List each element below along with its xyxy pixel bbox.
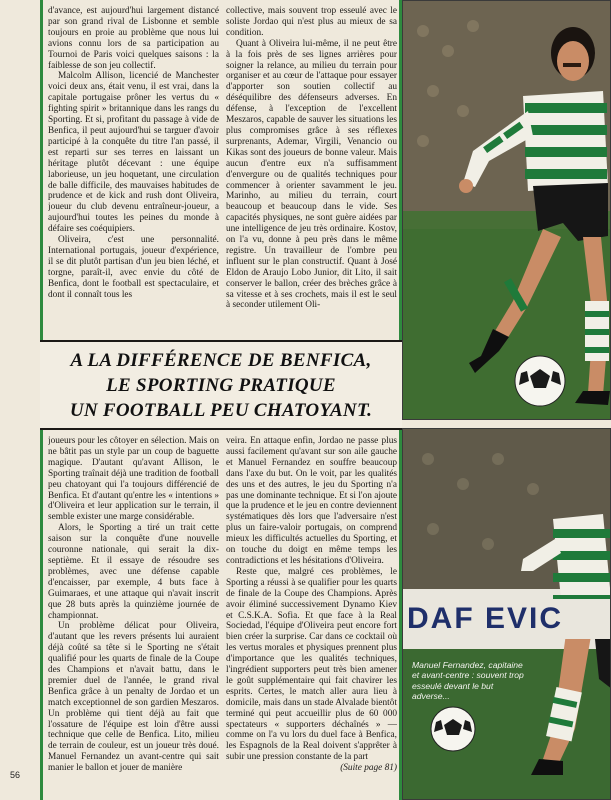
photo-player-kicking bbox=[402, 0, 611, 420]
paragraph: Un problème délicat pour Oliveira, d'autant que les revers présents lui auraient déjà coûté sa tête si le Sporting ne s'était qualifié pour les quarts de finale de la Coupe des Champions et n'avait battu, dans le premier duel de l'année, le grand rival Benfica grâce à un penalty de Jordao et un match exceptionnel de son gardien Meszaros. Un problème qui tient déjà au fait que l'ossature de l'équipe est loin d'être aussi technique que celle de Benfica. Lito, milieu de terrain de couleur, est un joueur très doué. Manuel Fernandez un avant-centre qui sait manier le ballon et jouer de manière bbox=[48, 621, 219, 774]
paragraph: Oliveira, c'est une personnalité. International portugais, joueur d'expérience, il se dit plutôt partisan d'un jeu bien léché, et torgne, paraît-il, avec envie du côté de Benfica, dont le football est spectaculaire, et dont il connaît tous les bbox=[48, 235, 219, 300]
paragraph: joueurs pour les côtoyer en sélection. Mais on ne bâtit pas un style par un coup de baguette magique. D'autant qu'avant Allison, le Sporting traînait déjà une tradition de football peu chatoyant qui l'a toujours différencié de Benfica. Et d'autant qu'entre les « intentions » d'Oliveira et leur application sur le terrain, il semble exister une marge considérable. bbox=[48, 436, 219, 523]
paragraph: Malcolm Allison, licencié de Manchester voici deux ans, était venu, il est vrai, dans la capitale portugaise prôner les vertus du « fighting spirit » britannique dans les rangs du Sporting. Et si, profitant du passage à vide de Benfica, il peut aujourd'hui se targuer d'avoir participé à la conquête du titre l'an passé, il est reparti sur ses terres en laissant un héritage plutôt décevant : une équipe laborieuse, un jeu hoquetant, une circulation de balle difficile, des mauvaises habitudes de prudence et de kick and rush dont Oliveira, joueur du club devenu entraîneur-joueur, a aujourd'hui toutes les peines du monde à défaire ses coéquipiers. bbox=[48, 71, 219, 235]
player-kicking-illustration bbox=[403, 1, 611, 420]
headline-banner bbox=[40, 340, 402, 430]
paragraph: Alors, le Sporting a tiré un trait cette saison sur la conquête d'une nouvelle couronne nationale, qui serait la dix-septième. Et il essaye de résoudre ses problèmes, avec une défense capable d'encaisser, par exemple, 4 buts face à Guimaraes, et une attaque qui n'avait inscrit que 28 buts après la quinzième journée de championnat. bbox=[48, 523, 219, 621]
article-column-1-bottom bbox=[48, 436, 219, 786]
paragraph: veira. En attaque enfin, Jordao ne passe plus aussi facilement qu'avant sur son aile gauche et Manuel Fernandez en souffre beaucoup dans l'axe du but. On le voit, par les qualités des uns et des autres, le jeu du Sporting n'a pas une dominante technique. Et si l'on ajoute que la prudence et le jeu en contre deviennent systématiques dès lors que l'adversaire n'est plus un faire-valoir portugais, on comprend mieux les difficultés actuelles du Sporting, et on touche du doigt en même temps les contradictions et les hésitations d'Oliveira. bbox=[226, 436, 397, 566]
article-column-2-top bbox=[226, 6, 397, 338]
headline-line-3: UN FOOTBALL PEU CHATOYANT. bbox=[69, 399, 373, 421]
headline-line-2: LE SPORTING PRATIQUE bbox=[106, 374, 336, 396]
paragraph: d'avance, est aujourd'hui largement distancé par son grand rival de Lisbonne et semble toujours en proie au problème que nous lui avions connu lors de sa participation au Tournoi de Paris voici quelques saisons : la faiblesse de son jeu collectif. bbox=[48, 6, 219, 71]
continued-note bbox=[226, 763, 397, 774]
paragraph: Quant à Oliveira lui-même, il ne peut être à la fois près de ses lignes arrières pour soigner la relance, au milieu du terrain pour organiser et au cœur de l'attaque pour essayer d'apporter son soutien collectif au déséquilibre des défenseurs adverses. En défense, à l'exception de l'excellent Meszaros, capable de sauver les situations les plus compromises grâce à ses réflexes surprenants, Ademar, Virgili, Venancio ou Kikas sont des joueurs de bonne valeur. Mais aucun d'entre eux n'a suffisamment d'envergure ou de qualités techniques pour commencer à orienter savamment le jeu. Marinho, au milieu du terrain, court beaucoup et beaucoup dans le vide. Ses capacités physiques, ne sont guère aidées par une intelligence de jeu très ordinaire. Kostov, on l'a vu, donne à peu près dans le même registre. Un travailleur de l'ombre peu influent sur le plan constructif. Quant à José Eldon de Araujo Lobo Junior, dit Lito, il sait conserver le ballon, créer des brèches grâce à sa vitesse et à ses crochets, mais il est le seul à seconder utilement Oli- bbox=[226, 38, 397, 311]
paragraph: Reste que, malgré ces problèmes, le Sporting a réussi à se qualifier pour les quarts de finale de la Coupe des Champions. Après avoir éliminé successivement Dynamo Kiev et C.S.K.A. Sofia. Et que face à la Real Sociedad, l'équipe d'Oliveira peut encore fort bien créer la surprise. Car dans ce cocktail où les vertus morales et physiques prennent plus d'importance que les qualités techniques, l'ingrédient supporters peut très bien amener le goût supplémentaire qui fait chavirer les esprits. Certes, le match aller aura lieu à domicile, mais dans un stade Alvalade bientôt terminé qui peut accueillir plus de 60 000 spectateurs « supporters déchaînés » — comme on l'a vu lors du duel face à Benfica, les Espagnols de la Real doivent s'apprêter à subir une pression constante de la part bbox=[226, 566, 397, 763]
paragraph: collective, mais souvent trop esseulé avec le soliste Jordao qui n'est plus au mieux de sa condition. bbox=[226, 6, 397, 38]
headline-line-1: A LA DIFFÉRENCE DE BENFICA, bbox=[70, 349, 372, 371]
page-number: 56 bbox=[10, 770, 21, 780]
stadium-ad-board: DAF EVIC bbox=[403, 599, 611, 639]
photo-caption: Manuel Fernandez, capitaine et avant-centre : souvent trop esseulé devant le but adverse... bbox=[412, 660, 524, 701]
photo-manuel-fernandez bbox=[402, 428, 611, 800]
article-column-2-bottom bbox=[226, 436, 397, 794]
suite-page-label: (Suite page 81) bbox=[340, 763, 397, 774]
article-column-1-top bbox=[48, 6, 219, 338]
